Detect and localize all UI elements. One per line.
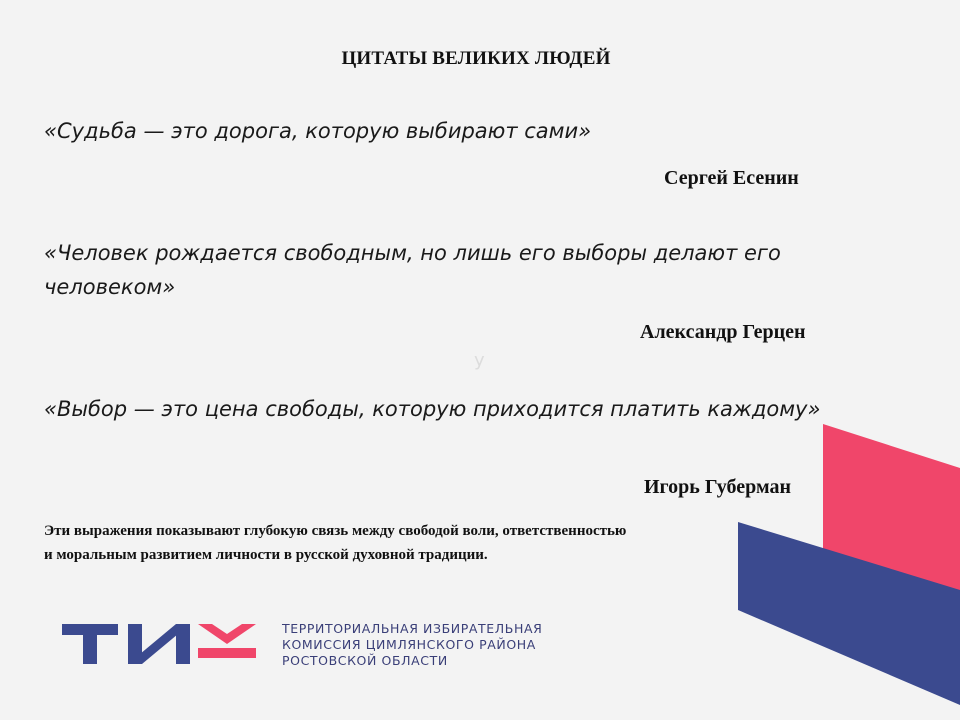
organization-name	[282, 621, 642, 669]
org-line-2: КОМИССИЯ ЦИМЛЯНСКОГО РАЙОНА	[282, 637, 536, 652]
summary-text	[44, 519, 804, 567]
org-line-3: РОСТОВСКОЙ ОБЛАСТИ	[282, 653, 448, 668]
summary-line-2: и моральным развитием личности в русской духовной традиции.	[44, 547, 488, 563]
quote-2: «Человек рождается свободным, но лишь его выборы делают его человеком»	[44, 241, 781, 299]
org-line-1: ТЕРРИТОРИАЛЬНАЯ ИЗБИРАТЕЛЬНАЯ	[282, 621, 543, 636]
quote-2-author: Александр Герцен	[640, 321, 806, 343]
quote-3: «Выбор — это цена свободы, которую приходится платить каждому»	[44, 397, 821, 421]
faint-letter: у	[474, 350, 485, 371]
quote-1: «Судьба — это дорога, которую выбирают сами»	[44, 119, 592, 143]
red-stripe	[823, 424, 960, 600]
slide-title: ЦИТАТЫ ВЕЛИКИХ ЛЮДЕЙ	[341, 48, 611, 69]
summary-line-1: Эти выражения показывают глубокую связь между свободой воли, ответственностью	[44, 523, 627, 539]
quote-1-author: Сергей Есенин	[664, 167, 799, 189]
quote-3-author: Игорь Губерман	[644, 476, 791, 498]
tik-logo-icon	[62, 620, 262, 668]
